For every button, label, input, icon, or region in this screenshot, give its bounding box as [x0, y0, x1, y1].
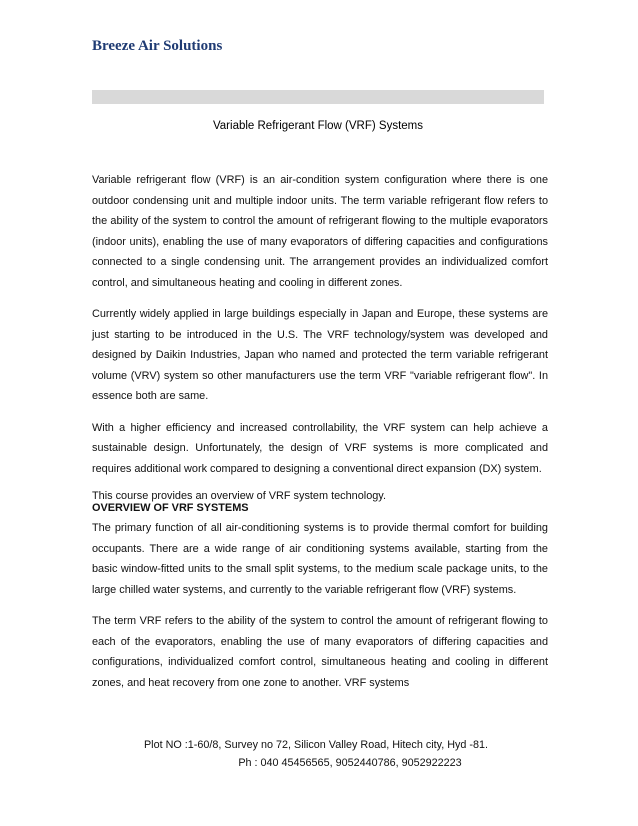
paragraph: Variable refrigerant flow (VRF) is an air-condition system configuration where there is one outdoor condensing unit and multiple indoor units. The term variable refrigerant flow refers to the ability of the system to control the amount of refrigerant flowing to the multiple evaporators (indoor units), enabling the use of many evaporators of differing capacities and configurations connected to a single condensing unit. The arrangement provides an individualized comfort control, and simultaneous heating and cooling in different zones.	[92, 174, 548, 289]
header-band	[92, 90, 544, 104]
document-title: Variable Refrigerant Flow (VRF) Systems	[212, 120, 424, 132]
page-footer	[92, 736, 548, 772]
footer-phone: Ph : 040 45456565, 9052440786, 9052922223	[238, 757, 462, 769]
footer-address: Plot NO :1-60/8, Survey no 72, Silicon Valley Road, Hitech city, Hyd -81.	[143, 739, 489, 751]
paragraph: Currently widely applied in large buildings especially in Japan and Europe, these systems are just starting to be introduced in the U.S. The VRF technology/system was developed and designed by Daikin Industries, Japan who named and protected the term variable refrigerant volume (VRV) system so other manufacturers use the term VRF "variable refrigerant flow". In essence both are same.	[92, 308, 548, 402]
section-heading: OVERVIEW OF VRF SYSTEMS	[92, 502, 249, 514]
paragraph: The primary function of all air-conditioning systems is to provide thermal comfort for building occupants. There are a wide range of air conditioning systems available, starting from the basic window-fitted units to the small split systems, to the medium scale package units, to the large chilled water systems, and currently to the variable refrigerant flow (VRF) systems.	[92, 522, 548, 596]
document-body	[92, 170, 548, 704]
paragraph: This course provides an overview of VRF system technology.	[92, 490, 386, 502]
paragraph: The term VRF refers to the ability of the system to control the amount of refrigerant flowing to each of the evaporators, enabling the use of many evaporators of differing capacities and configurations, individualized comfort control, simultaneous heating and cooling in different zones, and heat recovery from one zone to another. VRF systems	[92, 615, 548, 689]
company-name: Breeze Air Solutions	[92, 38, 223, 54]
paragraph: With a higher efficiency and increased controllability, the VRF system can help achieve a sustainable design. Unfortunately, the design of VRF systems is more complicated and requires additional work compared to designing a conventional direct expansion (DX) system.	[92, 421, 548, 475]
